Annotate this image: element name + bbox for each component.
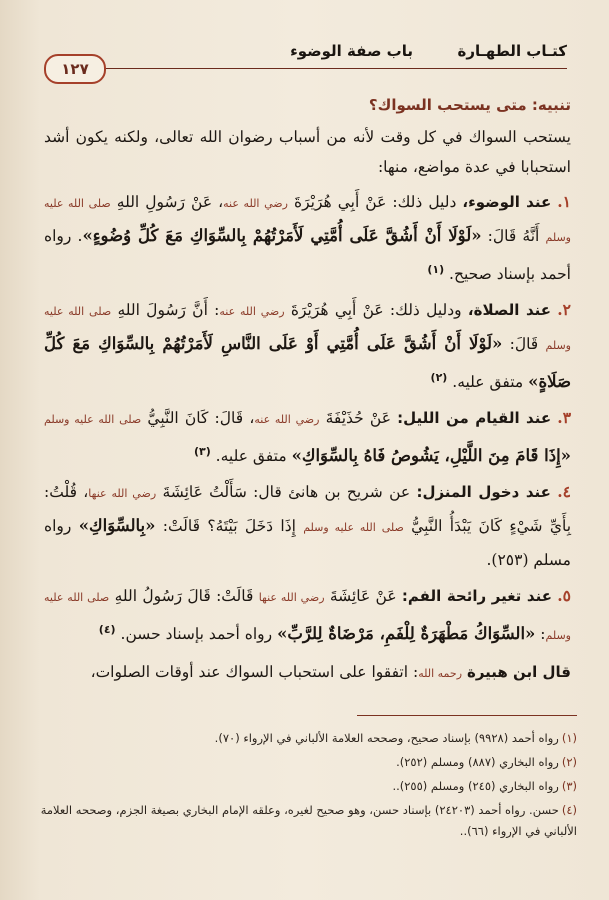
page-body <box>44 92 585 689</box>
item-source: متفق عليه. <box>452 373 529 392</box>
header-divider <box>58 68 567 69</box>
list-item <box>44 476 571 576</box>
honorific: صلى الله عليه وسلم <box>303 521 404 535</box>
honorific: رضي الله عنه <box>254 413 320 427</box>
footnote-text: حسن. رواه أحمد (٢٤٢٠٣) بإسناد حسن، وهو صحيح لغيره، وعلقه الإمام البخاري بصيغة الجزم، وصححه العلامة الألباني في الإرواء (٦٦).. <box>40 803 577 838</box>
item-text: دليل ذلك: عَنْ أَبِي هُرَيْرَةَ <box>287 193 463 211</box>
footnote-text: رواه البخاري (٨٨٧) ومسلم (٢٥٢). <box>396 755 559 769</box>
honorific: رحمه الله <box>418 666 463 680</box>
honorific: رضي الله عنها <box>88 487 157 501</box>
footnote-marker[interactable]: (٤) <box>98 623 116 637</box>
item-label: عند دخول المنزل: <box>416 483 551 502</box>
closing-paragraph <box>44 657 571 689</box>
item-number: ٥. <box>557 586 571 606</box>
item-text: ، قَالَ: كَانَ النَّبِيُّ <box>141 409 255 428</box>
honorific: رضي الله عنه <box>219 305 285 319</box>
item-number: ٣. <box>557 408 572 428</box>
footnote-number: (٣) <box>561 779 577 793</box>
item-text: ودليل ذلك: عَنْ أَبِي هُرَيْرَةَ <box>284 301 468 320</box>
footnote-number: (١) <box>561 731 577 745</box>
item-text: أَنَّهُ قَالَ: <box>481 227 546 245</box>
item-text: : <box>535 625 546 644</box>
hadith-quote: «لَوْلَا أَنْ أَشُقَّ عَلَى أُمَّتِي أَوْ عَلَى النَّاسِ لَأَمَرْتُهُمْ بِالسِّوَاكِ مَعَ كُلِّ صَلَاةٍ» <box>44 334 571 392</box>
item-text: : أَنَّ رَسُولَ اللهِ <box>111 301 220 320</box>
item-text: عَنْ عَائِشَةَ <box>324 587 402 606</box>
item-text: ، قُلْتُ: بِأَيِّ شَيْءٍ كَانَ يَبْدَأُ النَّبِيُّ <box>44 483 572 536</box>
footnote <box>30 800 577 842</box>
honorific: صلى الله عليه وسلم <box>44 305 571 353</box>
item-label: عند الصلاة، <box>467 301 551 320</box>
honorific: صلى الله عليه وسلم <box>44 413 142 427</box>
footnote <box>30 776 577 797</box>
item-text: ، عَنْ رَسُولِ اللهِ <box>110 193 224 211</box>
item-text: إِذَا دَخَلَ بَيْتَهُ؟ قَالَتْ: <box>155 517 304 536</box>
item-text: قَالَ: <box>502 335 546 354</box>
footnote <box>30 752 577 773</box>
page-number-badge <box>44 54 106 84</box>
footnote-marker[interactable]: (١) <box>427 263 445 276</box>
closing-label: قال ابن هبيرة <box>466 662 571 681</box>
item-label: عند الوضوء، <box>462 193 552 211</box>
chapter-title: باب صفة الوضوء <box>290 42 413 60</box>
footnote-divider <box>357 715 577 716</box>
hadith-quote: «لَوْلَا أَنْ أَشُقَّ عَلَى أُمَّتِي لَأَمَرْتُهُمْ بِالسِّوَاكِ مَعَ كُلِّ وُضُوءٍ» <box>82 226 482 245</box>
intro-paragraph: يستحب السواك في كل وقت لأنه من أسباب رضوان الله تعالى، ولكنه يكون أشد استحبابا في عدة مواضع، منها: <box>44 128 571 176</box>
running-head <box>44 42 585 66</box>
footnote-text: رواه أحمد (٩٩٢٨) بإسناد صحيح، وصححه العلامة الألباني في الإرواء (٧٠). <box>214 731 559 745</box>
footnote-number: (٢) <box>561 755 577 769</box>
book-title: كتـاب الطهـارة <box>457 42 567 60</box>
honorific: رضي الله عنها <box>258 591 325 605</box>
footnote-number: (٤) <box>561 803 577 817</box>
page-header <box>44 0 585 86</box>
item-number: ٢. <box>557 300 571 320</box>
footnote-text: رواه البخاري (٢٤٥) ومسلم (٢٥٥).. <box>392 779 559 793</box>
hadith-quote: «السِّوَاكُ مَطْهَرَةٌ لِلْفَمِ، مَرْضَاةٌ لِلرَّبِّ» <box>277 624 536 644</box>
item-number: ٤. <box>557 482 571 502</box>
footnotes <box>30 728 577 845</box>
item-source: رواه أحمد بإسناد حسن. <box>120 625 278 644</box>
footnote <box>30 728 577 749</box>
hadith-quote: «بِالسِّوَاكِ» <box>78 516 156 536</box>
honorific: صلى الله عليه وسلم <box>44 591 571 643</box>
footnote-marker[interactable]: (٣) <box>193 445 211 459</box>
list-item <box>44 186 571 290</box>
page-number: ١٢٧ <box>61 60 89 78</box>
honorific: صلى الله عليه وسلم <box>44 197 571 244</box>
item-number: ١. <box>557 192 571 211</box>
item-text: عَنْ حُذَيْفَةَ <box>319 409 398 428</box>
list-item <box>44 580 571 652</box>
list-item <box>44 402 571 472</box>
closing-text: : اتفقوا على استحباب السواك عند أوقات الصلوات، <box>90 662 419 681</box>
list-item <box>44 294 571 398</box>
footnote-marker[interactable]: (٢) <box>430 371 448 385</box>
item-text: عن شريح بن هانئ قال: سَأَلْتُ عَائِشَةَ <box>156 483 417 502</box>
item-label: عند تغير رائحة الفم: <box>401 587 552 606</box>
honorific: رضي الله عنه <box>223 197 288 210</box>
item-text: قَالَتْ: قَالَ رَسُولُ اللهِ <box>109 587 259 606</box>
item-source: . رواه أحمد بإسناد صحيح. <box>44 227 571 284</box>
notice-heading: تنبيه: متى يستحب السواك؟ <box>368 96 571 114</box>
item-label: عند القيام من الليل: <box>397 409 552 428</box>
item-source: رواه مسلم (٢٥٣). <box>44 517 571 570</box>
hadith-quote: «إِذَا قَامَ مِنَ اللَّيْلِ، يَشُوصُ فَاهُ بِالسِّوَاكِ» <box>291 446 571 466</box>
item-source: متفق عليه. <box>215 447 292 466</box>
